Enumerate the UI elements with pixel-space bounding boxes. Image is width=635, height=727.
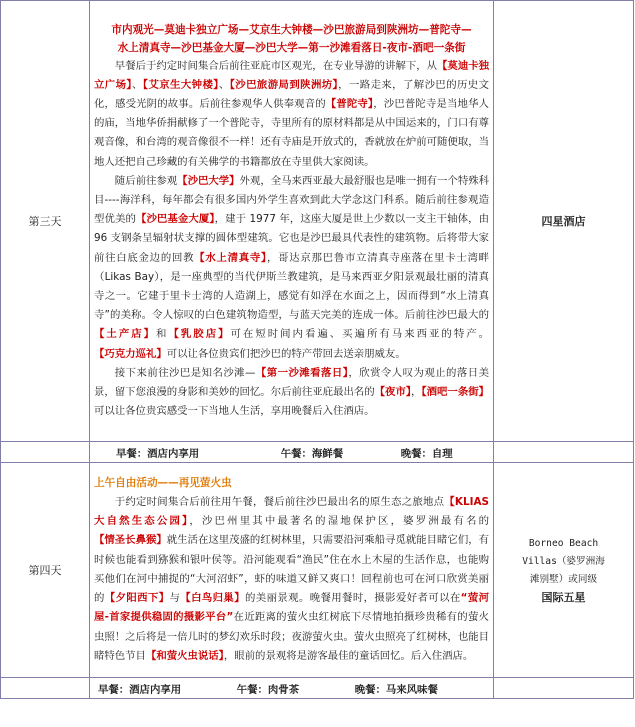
day3-title-line2: 水上清真寺—沙巴基金大厦—沙巴大学—第一沙滩看落日-夜市-酒吧一条街 (117, 41, 466, 54)
highlight-text: 【和萤火虫说话】 (145, 649, 224, 662)
body-text: ，欣赏令人叹为观止的落日美景，留下您浪漫的身影和美妙的回忆。尔后前往亚庇最出名的 (94, 366, 489, 399)
highlight-text: 【酒吧一条街】 (421, 386, 490, 399)
day4-content (90, 463, 494, 678)
day4-hotel-line4: 国际五星 (541, 591, 586, 604)
body-text: ，沙巴普陀寺是当地华人的庙，当地华侨捐献修了一个普陀寺，寺里所有的原材料都是从中国运来的，门口有尊观音像，和台湾的观音像很不一样！还有寺庙是开放式的，香就放在炉前可随便取，当地人还把自己珍藏的有关佛学的书籍都放在寺里供大家阅读。 (94, 97, 490, 168)
body-text: 就生活在这里茂盛的红树林里，只需要沿河乘船寻觅就能目睹它们，有时候也能看到猕猴和银叶侯等。沿河能观看“渔民”住在水上木屋的生活作息，也能购买他们在河中捕捉的“大河沼虾”，虾的味道又鲜又爽口！回程前也可在河口欣赏美丽的 (94, 534, 489, 605)
body-text: 的美丽景观。晚餐用餐时，摄影爱好者可以在 (245, 592, 461, 605)
day3-paragraph-1 (94, 57, 489, 172)
body-text: 可以让各位贵宾们把沙巴的特产带回去送亲朋威友。 (166, 347, 406, 360)
highlight-text: 【巧克力巡礼】 (94, 347, 167, 360)
day3-paragraph-2 (94, 172, 489, 364)
highlight-text: 【土产店】 (94, 328, 157, 341)
day4-meals (90, 678, 494, 699)
day4-hotel-line1: Borneo Beach (528, 538, 599, 549)
day4-meals-row (1, 678, 634, 699)
highlight-text: 【白鸟归巢】 (180, 592, 245, 605)
day4-title: 上午自由活动——再见萤火虫 (94, 477, 232, 490)
highlight-text: 【第一沙滩看落日】 (255, 366, 349, 379)
highlight-text: 【沙巴基金大厦】 (135, 213, 215, 226)
day4-paragraph-1 (94, 493, 489, 666)
body-text: 和 (156, 328, 169, 341)
body-text: 、 (218, 78, 230, 91)
body-text: 与 (169, 592, 181, 605)
highlight-text: 【乳胶店】 (168, 328, 231, 341)
body-text: 于约定时间集合后前往用午餐，餐后前往沙巴最出名的原生态之旅地点 (114, 496, 445, 509)
highlight-text: 【沙巴大学】 (177, 174, 240, 187)
day3-lunch: 午餐：海鲜餐 (280, 447, 344, 460)
day4-breakfast: 早餐：酒店内享用 (98, 683, 182, 696)
body-text: ，哥达京那巴鲁市立清真寺座落在里卡士湾畔（Likas Bay），是一座典型的当代伊斯兰教建筑，是马来西亚夕阳景观最壮丽的清真寺之一。它建于里卡士湾的人造湖上，感觉有如浮在水面之上，因而得到“水上清真寺”的美称。令人惊叹的白色建筑物造型，与蓝天完美的连成一体。后前往沙巴最大的 (94, 251, 489, 322)
highlight-text: 【情圣长鼻猴】 (94, 534, 167, 547)
body-text: ， (411, 386, 422, 399)
day3-row (1, 1, 634, 442)
body-text: 接下来前往沙巴是知名沙滩— (114, 366, 256, 379)
day4-row (1, 463, 634, 678)
day3-content (90, 1, 494, 442)
body-text: ，眼前的景观将是游客最佳的童话回忆。后入住酒店。 (223, 649, 474, 662)
highlight-text: 【KLIAS大自然生态公园】 (94, 496, 489, 528)
day3-dinner: 晚餐：自理 (400, 447, 453, 460)
day4-dinner: 晚餐：马来风味餐 (354, 683, 438, 696)
body-text: 可以让各位贵宾感受一下当地人生活，享用晚餐后入住酒店。 (94, 405, 375, 418)
body-text: ，建于 1977 年，这座大厦是世上少数以一支主干轴体，由 96 支钢条呈辐射状支撑的圆体型建筑。它也是沙巴最具代表性的建筑物。后将带大家前往白底金边的回教 (94, 213, 489, 264)
day3-hotel: 四星酒店 (494, 1, 634, 442)
highlight-text: 【水上清真寺】 (194, 251, 267, 264)
highlight-text: 【莫迪卡独立广场】 (94, 59, 490, 91)
body-text: ，沙巴州里其中最著名的湿地保护区，婆罗洲最有名的 (189, 515, 489, 528)
body-text: ，一路走来，了解沙巴的历史文化，感受光阴的故事。后前往参观华人供奉观音的 (94, 78, 490, 110)
highlight-text: 【艾京生大钟楼】 (142, 78, 219, 91)
day3-label: 第三天 (1, 1, 90, 442)
day4-label: 第四天 (1, 463, 90, 678)
day4-hotel-line2: Villas（婆罗洲海 (522, 556, 605, 567)
highlight-text: 【夜市】 (374, 386, 412, 399)
day3-paragraph-3 (94, 364, 489, 422)
day3-breakfast: 早餐：酒店内享用 (116, 447, 200, 460)
day4-hotel-line3: 滩别墅）或同级 (529, 574, 598, 585)
body-text: 在近距离的萤火虫红树底下尽情地拍摄珍贵稀有的萤火虫照！之后将是一倍儿时的梦幻欢乐时段；夜游萤火虫。萤火虫照亮了红树林，也能目睹特色节目 (94, 611, 490, 662)
day3-title-line1: 市内观光—莫迪卡独立广场—艾京生大钟楼—沙巴旅游局到陕洲坊—普陀寺— (111, 23, 472, 36)
highlight-text: 【普陀寺】 (325, 97, 374, 110)
day3-meals-row (1, 442, 634, 463)
day4-hotel (494, 463, 634, 678)
day3-meals (90, 442, 494, 463)
body-text: 外观，全马来西亚最大最舒服也是唯一拥有一个特殊科目----海洋科，每年都会有很多国内外学生喜欢到此大学念这门科系。随后前往参观造型优美的 (94, 174, 490, 226)
highlight-text: “萤河屋-首家提供稳固的摄影平台” (94, 592, 490, 624)
highlight-text: 【夕阳西下】 (104, 592, 170, 605)
body-text: 可在短时间内看遍、买遍所有马来西亚的特产。 (230, 328, 490, 341)
body-text: 早餐后于约定时间集合后前往亚庇市区观光，在专业导游的讲解下，从 (114, 59, 438, 72)
day4-lunch: 午餐：肉骨茶 (236, 683, 300, 696)
body-text: 随后前往参观 (114, 174, 178, 187)
body-text: 、 (132, 78, 143, 91)
highlight-text: 【沙巴旅游局到陕洲坊】 (229, 78, 339, 91)
